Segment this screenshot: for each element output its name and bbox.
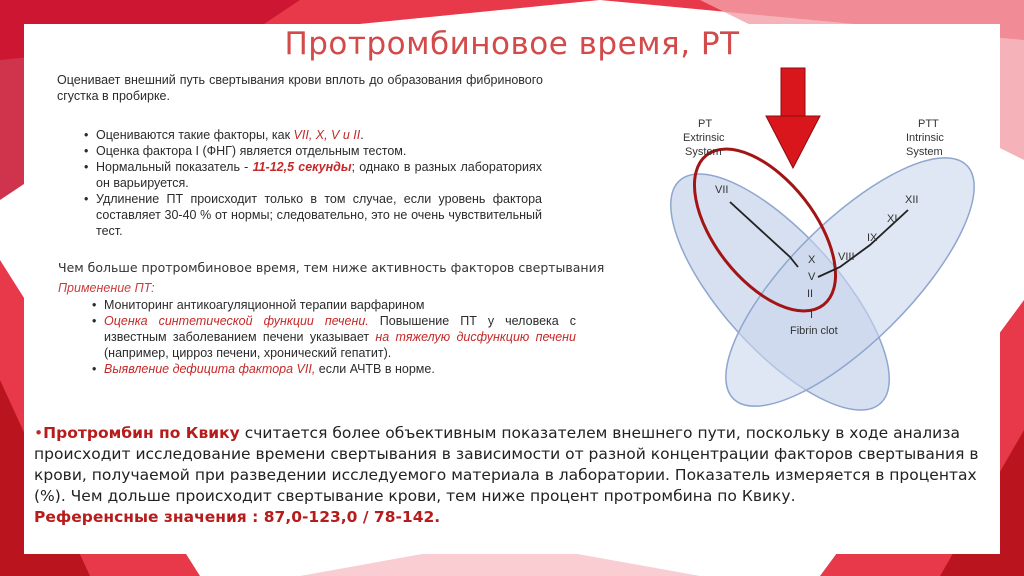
factor-viii-label: VIII [838,251,855,263]
list-item: • Удлинение ПТ происходит только в том случае, если уровень фактора составляет 30-40 % от нормы; следовательно, это не очень чувствительный тест. [84,191,542,239]
list-item: • Мониторинг антикоагуляционной терапии варфарином [92,297,576,313]
coagulation-diagram [640,62,1010,417]
quick-term: Протромбин по Квику [43,424,240,442]
factor-x-label: X [808,254,816,266]
red-arrow-icon [766,68,820,168]
list-item: • Оценка фактора I (ФНГ) является отдельным тестом. [84,143,542,159]
factor-vii-label: VII [715,184,729,196]
factor-xi-label: XI [887,213,898,225]
factor-xii-label: XII [905,194,919,206]
factor-ix-label: IX [867,232,878,244]
factor-v-label: V [808,271,816,283]
pt-sub1: Extrinsic [683,132,725,144]
ptt-sub2: System [906,146,943,158]
normal-value: 11-12,5 секунды [252,160,352,174]
reference-values: Референсные значения : 87,0-123,0 / 78-142. [34,508,441,526]
facts-list [84,127,542,239]
ptt-sub1: Intrinsic [906,132,944,144]
factor-ii-label: II [807,288,814,300]
pt-label: PT [698,118,713,130]
application-list [92,297,576,377]
factor-i-label: I [810,309,814,321]
intro-text: Оценивает внешний путь свертывания крови вплоть до образования фибринового сгустка в пробирке. [57,73,543,103]
list-item: • Оценка синтетической функции печени. Повышение ПТ у человека с известным заболеванием печени указывает на тяжелую дисфункцию печени (например, цирроз печени, хронический гепатит). [92,313,576,361]
ptt-label: PTT [918,118,939,130]
fibrin-clot-label: Fibrin clot [790,325,838,337]
quick-prothrombin-paragraph: •Протромбин по Квику считается более объективным показателем внешнего пути, поскольку в ходе анализа происходит исследование времени свертывания в зависимости от разной концентрации факторов свертывания в крови, получаемой при разведении исследуемого материала в лаборатории. Показатель измеряется в процентах (%). Чем дольше происходит свертывание крови, тем ниже процент протромбина по Квику. Референсные значения : 87,0-123,0 / 78-142. [34,424,979,526]
list-item: • Нормальный показатель - 11-12,5 секунды; однако в разных лабораториях он варьируется. [84,159,542,191]
list-item: • Оцениваются такие факторы, как VII, X, V и II. [84,127,542,143]
list-item: • Выявление дефицита фактора VII, если АЧТВ в норме. [92,361,576,377]
note-text: Чем больше протромбиновое время, тем ниже активность факторов свертывания [58,260,605,275]
bullet-icon: • [34,424,44,442]
page-title: Протромбиновое время, РТ [284,26,740,62]
factors-highlight: VII, X, V и II [293,128,361,142]
pt-sub2: System [685,146,722,158]
application-heading: Применение ПТ: [58,281,155,295]
